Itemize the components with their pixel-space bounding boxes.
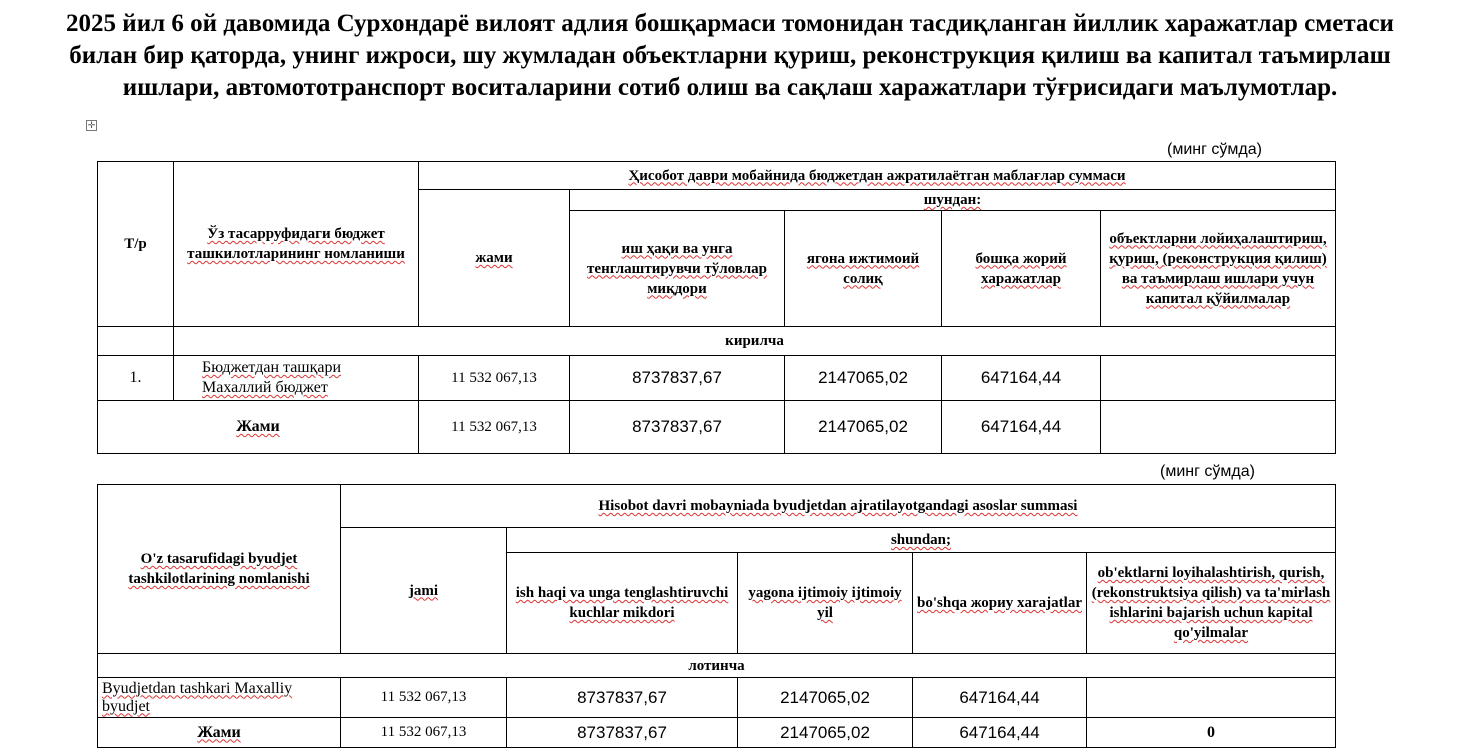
total-social: 2147065,02 xyxy=(738,718,913,748)
cyrillic-table xyxy=(97,161,1336,454)
total-wage: 8737837,67 xyxy=(507,718,738,748)
header-other-expenses: бошқа жорий харажатлар xyxy=(942,211,1101,327)
row-social: 2147065,02 xyxy=(785,356,942,401)
row-total: 11 532 067,13 xyxy=(419,356,570,401)
total-label: Жами xyxy=(98,401,419,454)
header-sum: Hisobot davri mobayniada byudjetdan ajratilayotgandagi asoslar summasi xyxy=(341,485,1336,528)
row-other: 647164,44 xyxy=(913,678,1087,718)
total-wage: 8737837,67 xyxy=(570,401,785,454)
header-no: Т/р xyxy=(98,162,174,327)
total-label: Жами xyxy=(98,718,341,748)
header-wage: иш ҳақи ва унга тенглаштирувчи тўловлар миқдори xyxy=(570,211,785,327)
header-of-which: шундан: xyxy=(570,190,1336,211)
row-wage: 8737837,67 xyxy=(570,356,785,401)
row-total: 11 532 067,13 xyxy=(341,678,507,718)
total-row xyxy=(98,401,1336,454)
row-no: 1. xyxy=(98,356,174,401)
section-label: кирилча xyxy=(174,327,1336,356)
row-capital xyxy=(1087,678,1336,718)
header-of-which: shundan; xyxy=(507,528,1336,553)
row-other: 647164,44 xyxy=(942,356,1101,401)
header-total: jami xyxy=(341,528,507,654)
header-capital: ob'ektlarni loyihalashtirish, qurish, (rekonstruktsiya qilish) va ta'mirlash ishlarini bajarish uchun kapital qo'yilmalar xyxy=(1087,553,1336,654)
latin-table xyxy=(97,484,1336,748)
header-social-tax: ягона ижтимоий солиқ xyxy=(785,211,942,327)
total-sum: 11 532 067,13 xyxy=(341,718,507,748)
unit-note-latin: (минг сўмда) xyxy=(1160,463,1255,480)
total-row xyxy=(98,718,1336,748)
row-social: 2147065,02 xyxy=(738,678,913,718)
header-wage: ish haqi va unga tenglashtiruvchi kuchlar mikdori xyxy=(507,553,738,654)
header-sum: Ҳисобот даври мобайнида бюджетдан ажратилаётган маблағлар суммаси xyxy=(419,162,1336,190)
row-capital xyxy=(1101,356,1336,401)
document-title: 2025 йил 6 ой давомида Сурхондарё вилоят адлия бошқармаси томонидан тасдиқланган йиллик харажатлар сметаси билан бир қаторда, унинг ижроси, шу жумладан объектларни қуриш, реконструкция қилиш ва капитал таъмирлаш ишлари, автомототранспорт воситаларини сотиб олиш ва сақлаш харажатлари тўғрисидаги маълумотлар. xyxy=(66,10,1394,101)
row-wage: 8737837,67 xyxy=(507,678,738,718)
table-row xyxy=(98,356,1336,401)
header-social-tax: yagona ijtimoiy ijtimoiy yil xyxy=(738,553,913,654)
section-label: лотинча xyxy=(98,654,1336,678)
total-capital xyxy=(1101,401,1336,454)
header-org-name: Ўз тасарруфидаги бюджет ташкилотларининг номланиши xyxy=(174,162,419,327)
header-other-expenses: bo'shqa жориу xarajatlar xyxy=(913,553,1087,654)
total-other: 647164,44 xyxy=(942,401,1101,454)
header-org-name: O'z tasarufidagi byudjet tashkilotlarining nomlanishi xyxy=(98,485,341,654)
total-other: 647164,44 xyxy=(913,718,1087,748)
header-total: жами xyxy=(419,190,570,327)
row-org-name: Byudjetdan tashkari Maxalliy byudjet xyxy=(98,678,341,718)
header-capital: объектларни лойиҳалаштириш, қуриш, (реконструкция қилиш) ва таъмирлаш ишлари учун капитал қўйилмалар xyxy=(1101,211,1336,327)
total-sum: 11 532 067,13 xyxy=(419,401,570,454)
total-capital: 0 xyxy=(1087,718,1336,748)
unit-note-cyrillic: (минг сўмда) xyxy=(1167,141,1262,158)
row-org-name: Бюджетдан ташқари Махаллий бюджет xyxy=(174,356,419,401)
table-move-handle-icon[interactable]: ✛ xyxy=(87,120,96,130)
total-social: 2147065,02 xyxy=(785,401,942,454)
table-row xyxy=(98,678,1336,718)
